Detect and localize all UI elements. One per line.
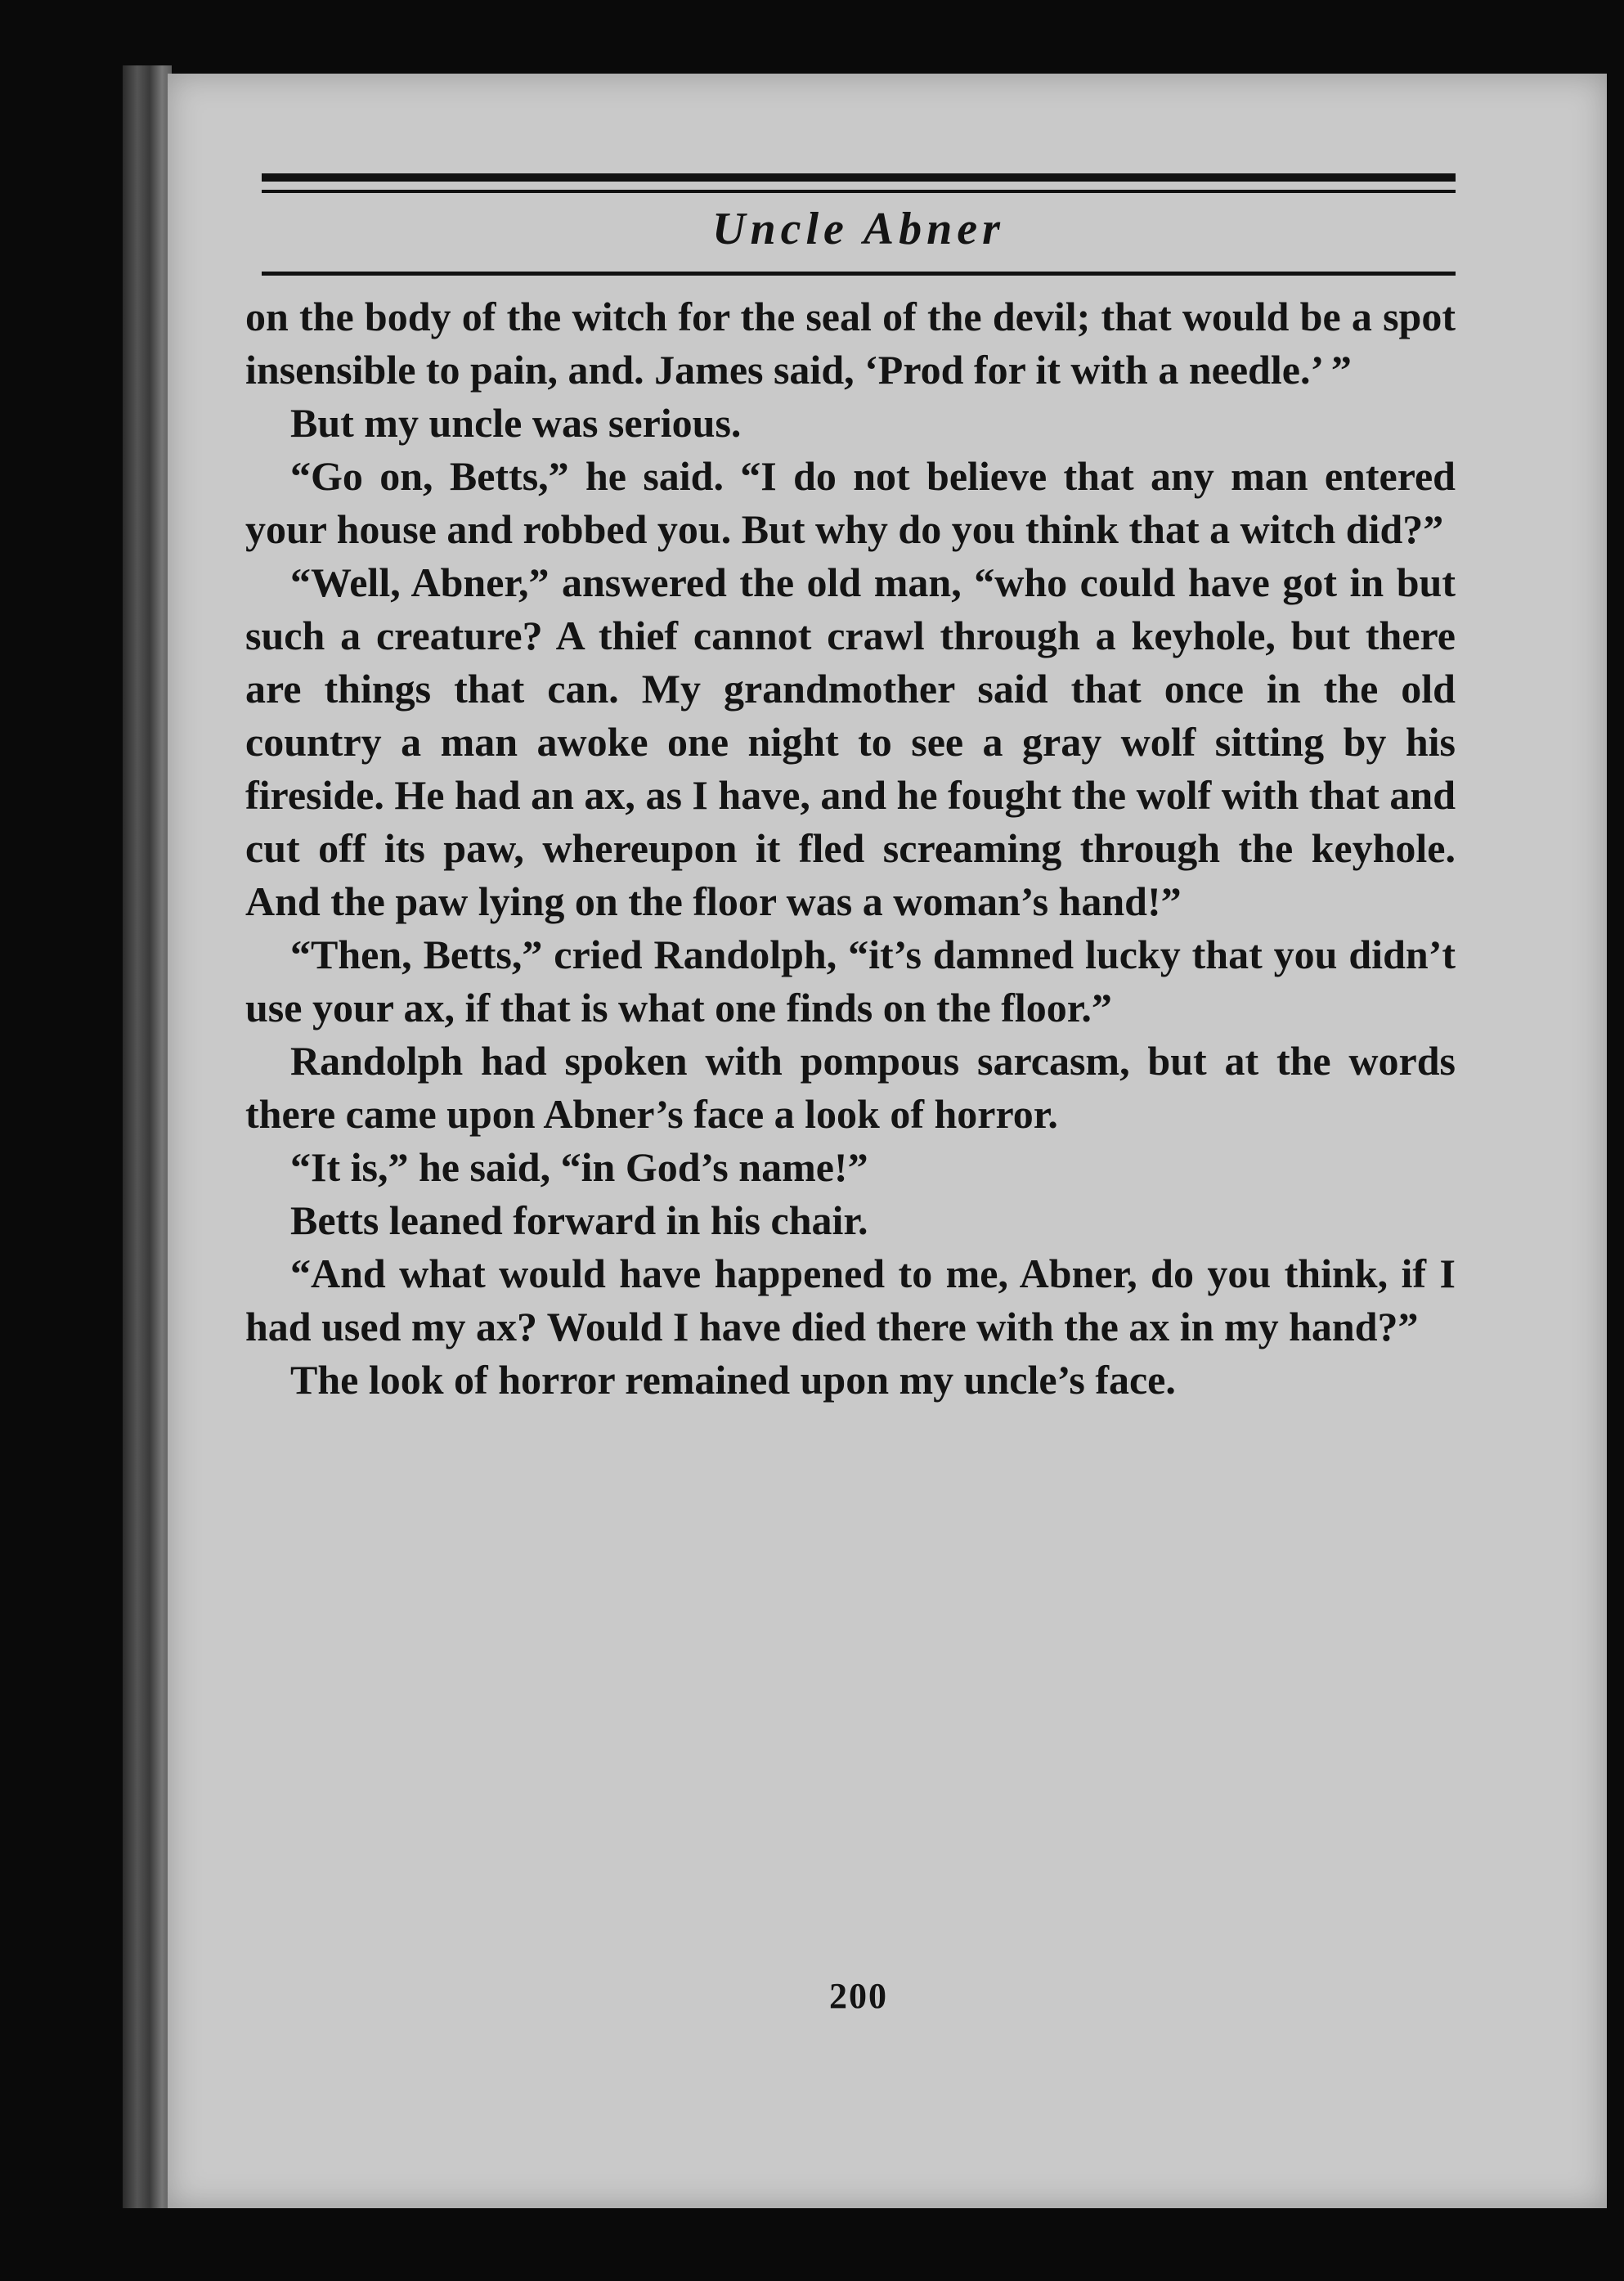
body-text [245, 290, 1456, 1407]
paragraph: “It is,” he said, “in God’s name!” [290, 1144, 868, 1190]
paragraph: “Then, Betts,” cried Randolph, “it’s damned lucky that you didn’t use your ax, if that is what one finds on the floor.” [245, 932, 1456, 1030]
paragraph: Betts leaned forward in his chair. [290, 1197, 868, 1243]
paragraph: “Go on, Betts,” he said. “I do not believe that any man entered your house and robbed you. But why do you think that a witch did?” [245, 453, 1456, 552]
running-head: Uncle Abner [712, 204, 1005, 254]
paragraph: “Well, Abner,” answered the old man, “who could have got in but such a creature? A thief cannot crawl through a keyhole, but there are things that can. My grandmother said that once in the old country a man awoke one night to see a gray wolf sitting by his fireside. He had an ax, as I have, and he fought the wolf with that and cut off its paw, whereupon it fled screaming through the keyhole. And the paw lying on the floor was a woman’s hand!” [245, 559, 1456, 924]
paragraph: “And what would have happened to me, Abner, do you think, if I had used my ax? Would I have died there with the ax in my hand?” [245, 1251, 1456, 1349]
page-number: 200 [829, 1976, 888, 2016]
paragraph: Randolph had spoken with pompous sarcasm, but at the words there came upon Abner’s face a look of horror. [245, 1038, 1456, 1137]
header-rule-bottom [262, 272, 1456, 276]
header-rule-thin [262, 190, 1456, 193]
paragraph: on the body of the witch for the seal of the devil; that would be a spot insensible to pain, and. James said, ‘Prod for it with a needle.’ ” [245, 294, 1456, 393]
paragraph: The look of horror remained upon my uncle’s face. [290, 1357, 1176, 1403]
header-rule-thick [262, 173, 1456, 182]
book-spine-edge [123, 65, 172, 2208]
paragraph: But my uncle was serious. [290, 400, 742, 446]
